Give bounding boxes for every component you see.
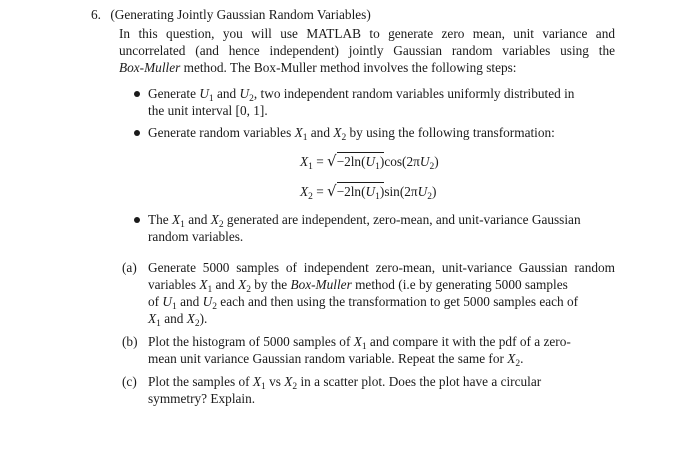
question-number: 6. — [91, 7, 101, 22]
part-a-line-2: variables $X_1$ and $X_2$ by the Box-Muller method (i.e by generating 5000 samples — [148, 277, 568, 295]
part-c-label: (c) — [122, 374, 137, 389]
bullet-dot — [134, 130, 140, 136]
intro-line-1: In this question, you will use MATLAB to generate zero mean, unit variance and — [119, 26, 615, 41]
sqrt-symbol: $√-2\ln(U_1)$ — [327, 152, 385, 172]
sqrt-symbol: $√-2\ln(U_1)$ — [327, 182, 385, 202]
question-header — [91, 6, 371, 24]
intro-line-2: uncorrelated (and hence independent) jointly Gaussian random variables using the — [119, 43, 615, 58]
part-c-line-2: symmetry? Explain. — [148, 391, 256, 406]
part-a-line-4: $X_1$ and $X_2$). — [148, 311, 208, 329]
bullet-dot — [134, 217, 140, 223]
bullet-3-line-1: The $X_1$ and $X_2$ generated are independent, zero-mean, and unit-variance Gaussian — [148, 212, 581, 230]
equation-x1: $X_1 = √-2\ln(U_1)\cos(2\pi U_2)$ — [300, 152, 439, 172]
bullet-dot — [134, 91, 140, 97]
bullet-1-line-2: the unit interval [0, 1]. — [148, 103, 268, 118]
bullet-1-line-1: Generate $U_1$ and $U_2$, two independent random variables uniformly distributed in — [148, 86, 575, 104]
equation-x2: $X_2 = √-2\ln(U_1)\sin(2\pi U_2)$ — [300, 182, 437, 202]
part-b-line-1: Plot the histogram of 5000 samples of $X_1$ and compare it with the pdf of a zero- — [148, 334, 571, 352]
bullet-2-line-1: Generate random variables $X_1$ and $X_2$ by using the following transformation: — [148, 125, 555, 143]
bullet-3-line-2: random variables. — [148, 229, 244, 244]
method-name: Box-Muller — [119, 60, 181, 75]
part-c-line-1: Plot the samples of $X_1$ vs $X_2$ in a scatter plot. Does the plot have a circular — [148, 374, 542, 392]
question-title: (Generating Jointly Gaussian Random Variables) — [110, 7, 371, 22]
part-b-line-2: mean unit variance Gaussian random variable. Repeat the same for $X_2$. — [148, 351, 524, 369]
part-a-label: (a) — [122, 260, 137, 275]
part-a-line-3: of $U_1$ and $U_2$ each and then using the transformation to get 5000 samples each of — [148, 294, 579, 312]
intro-line-3: Box-Muller method. The Box-Muller method involves the following steps: — [119, 60, 517, 75]
part-a-line-1: Generate 5000 samples of independent zero-mean, unit-variance Gaussian random — [148, 260, 615, 275]
part-b-label: (b) — [122, 334, 138, 349]
